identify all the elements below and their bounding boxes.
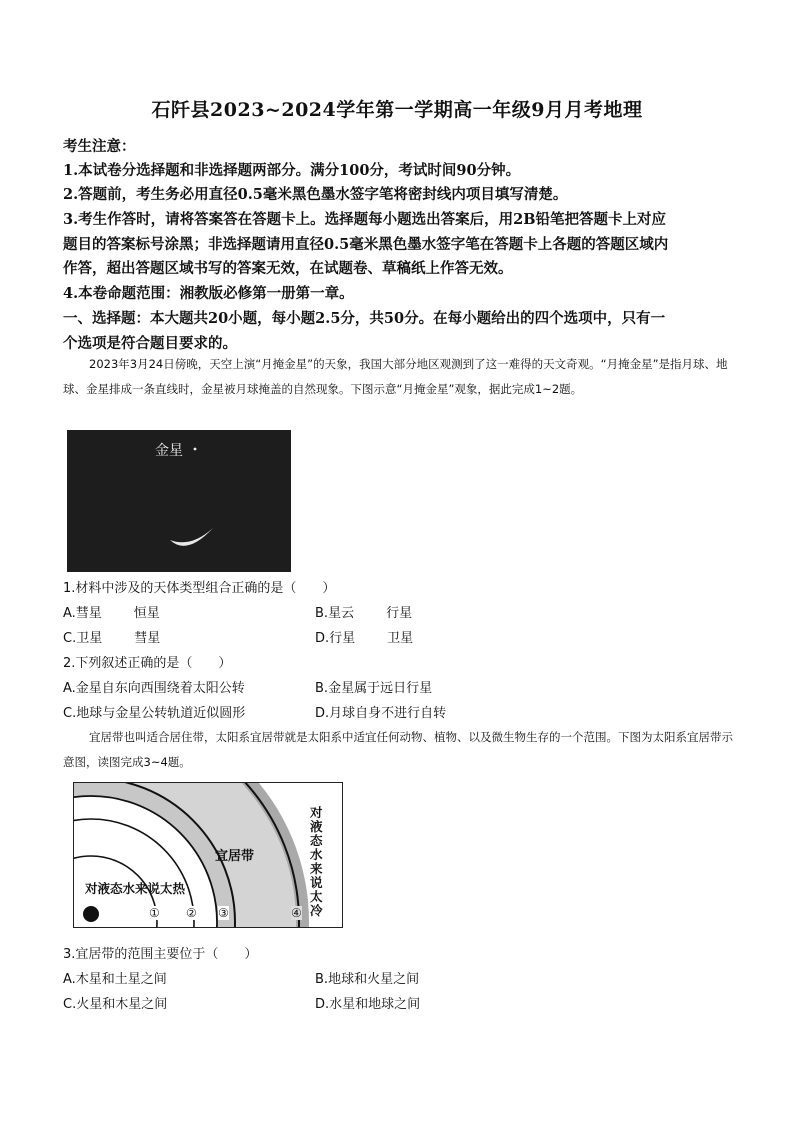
question-3-stem: 3.宜居带的范围主要位于（ ）: [63, 947, 258, 962]
notice-item-4: 4.本卷命题范围：湘教版必修第一册第一章。: [63, 285, 354, 302]
notice-heading: 考生注意：: [63, 138, 136, 155]
photo-label-venus: 金星: [155, 443, 183, 459]
question-2-option-d[interactable]: D.月球自身不进行自转: [315, 706, 447, 721]
question-3-option-c[interactable]: C.火星和木星之间: [63, 997, 168, 1012]
question-2-option-a[interactable]: A.金星自东向西围绕着太阳公转: [63, 681, 245, 696]
notice-item-1: 1.本试卷分选择题和非选择题两部分。满分100分，考试时间90分钟。: [63, 162, 521, 179]
habitable-zone-label: 宜居带: [215, 849, 255, 864]
marker-4: ④: [291, 906, 302, 920]
question-2-option-c[interactable]: C.地球与金星公转轨道近似圆形: [63, 706, 246, 721]
moon-venus-photo: [67, 430, 291, 572]
question-2-option-b[interactable]: B.金星属于远日行星: [315, 681, 433, 696]
question-3-option-d[interactable]: D.水星和地球之间: [315, 997, 421, 1012]
marker-1: ①: [149, 906, 160, 920]
section-heading-line1: 一、选择题：本大题共20小题，每小题2.5分，共50分。在每小题给出的四个选项中，只有一: [63, 310, 666, 327]
marker-2: ②: [186, 906, 197, 920]
habitable-zone-diagram: [73, 782, 343, 928]
marker-3: ③: [218, 906, 229, 920]
section-heading-line2: 个选项是符合题目要求的。: [63, 335, 237, 352]
notice-item-3: 3.考生作答时，请将答案答在答题卡上。选择题每小题选出答案后，用2B铅笔把答题卡上对应: [63, 211, 666, 228]
question-1-option-b[interactable]: B.星云 行星: [315, 606, 413, 621]
exam-title: 石阡县2023~2024学年第一学期高一年级9月月考地理: [151, 99, 643, 121]
passage-1: 2023年3月24日傍晚，天空上演“月掩金星”的天象，我国大部分地区观测到了这一难得的天文奇观。“月掩金星”是指月球、地球、金星排成一条直线时，金星被月球掩盖的自然现象。下图示意“月掩金星”观象，据此完成1~2题。: [63, 357, 728, 396]
question-1-option-c[interactable]: C.卫星 彗星: [63, 631, 161, 646]
notice-item-3-cont: 题目的答案标号涂黑；非选择题请用直径0.5毫米黑色墨水签字笔在答题卡上各题的答题区域内: [63, 236, 669, 253]
notice-item-3-end: 作答，超出答题区域书写的答案无效，在试题卷、草稿纸上作答无效。: [63, 260, 513, 277]
habitable-zone-figure: [73, 782, 343, 928]
question-3-option-a[interactable]: A.木星和土星之间: [63, 972, 167, 987]
question-3-option-b[interactable]: B.地球和火星之间: [315, 972, 420, 987]
passage-2: 宜居带也叫适合居住带，太阳系宜居带就是太阳系中适宜任何动物、植物、以及微生物生存的一个范围。下图为太阳系宜居带示意图，读图完成3~4题。: [63, 730, 733, 769]
question-2-stem: 2.下列叙述正确的是（ ）: [63, 656, 232, 671]
notice-item-2: 2.答题前，考生务必用直径0.5毫米黑色墨水签字笔将密封线内项目填写清楚。: [63, 186, 568, 203]
question-1-option-a[interactable]: A.彗星 恒星: [63, 606, 160, 621]
question-1-option-d[interactable]: D.行星 卫星: [315, 631, 414, 646]
question-1-stem: 1.材料中涉及的天体类型组合正确的是（ ）: [63, 581, 336, 596]
too-hot-label: 对液态水来说太热: [85, 881, 186, 896]
too-cold-label: 对液态水来说太冷: [310, 805, 323, 918]
